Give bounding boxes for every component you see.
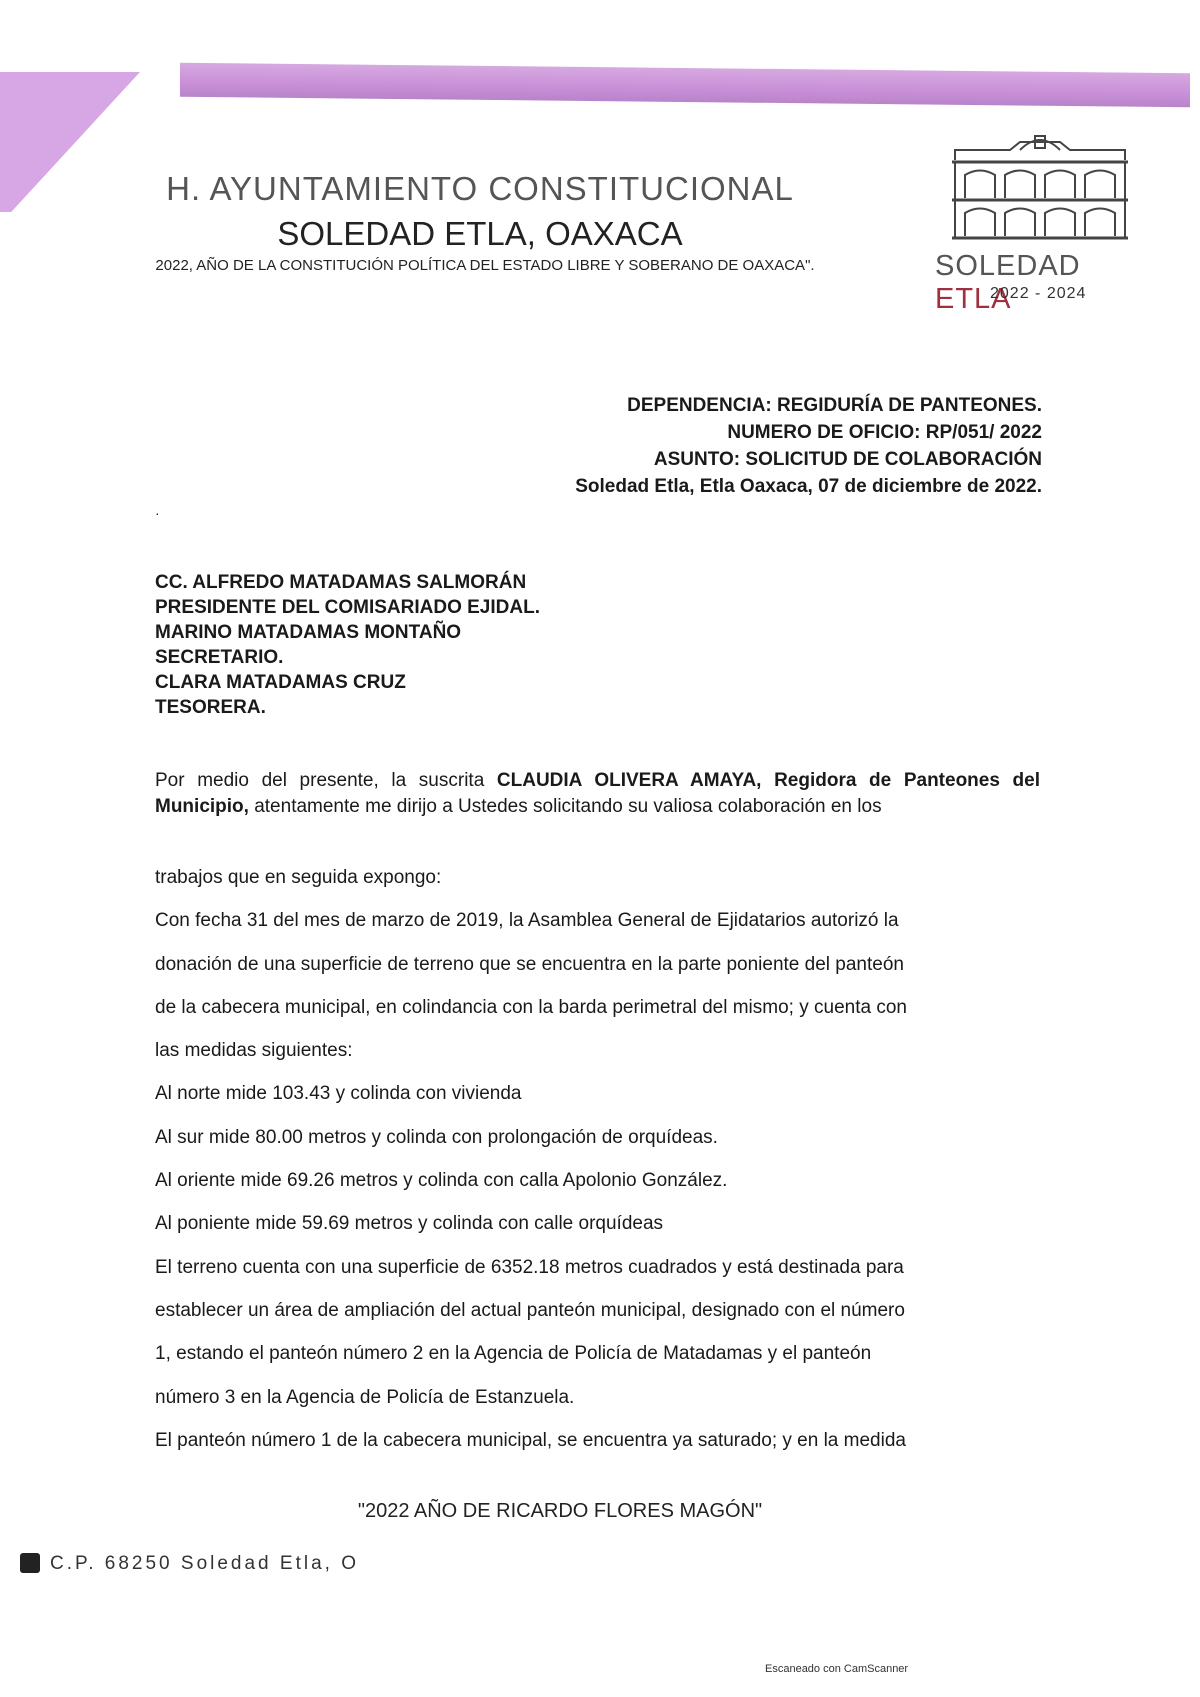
- intro-paragraph: [155, 768, 1040, 820]
- municipal-logo: [935, 130, 1135, 315]
- intro-text: Por medio del presente, la suscrita: [155, 770, 497, 791]
- footer-address: [20, 1553, 359, 1574]
- location-icon: [20, 1553, 40, 1573]
- document-metadata: [575, 392, 1042, 500]
- stray-mark: ·: [155, 505, 160, 521]
- body-line: Al norte mide 103.43 y colinda con vivienda: [155, 1083, 522, 1105]
- logo-years: 2022 - 2024: [990, 285, 1087, 302]
- body-line: Al oriente mide 69.26 metros y colinda con calla Apolonio González.: [155, 1170, 728, 1192]
- recipients: [155, 570, 540, 720]
- recipient-line: MARINO MATADAMAS MONTAÑO: [155, 622, 462, 643]
- body-line: de la cabecera municipal, en colindancia con la barda perimetral del mismo; y cuenta con: [155, 996, 907, 1018]
- footer-motto: "2022 AÑO DE RICARDO FLORES MAGÓN": [357, 1500, 763, 1522]
- logo-name-b: ETLA: [935, 283, 1012, 315]
- intro-text-end: atentamente me dirijo a Ustedes solicitando su valiosa colaboración en los: [248, 796, 882, 817]
- body-line: El terreno cuenta con una superficie de 6352.18 metros cuadrados y está destinada para: [155, 1256, 904, 1278]
- date-place: Soledad Etla, Etla Oaxaca, 07 de diciembre de 2022.: [575, 476, 1042, 497]
- oficio-number: NUMERO DE OFICIO: RP/051/ 2022: [727, 422, 1042, 443]
- header-title: H. AYUNTAMIENTO CONSTITUCIONAL: [166, 170, 794, 207]
- body-line: Al sur mide 80.00 metros y colinda con prolongación de orquídeas.: [155, 1126, 718, 1148]
- body-line: trabajos que en seguida expongo:: [155, 867, 442, 888]
- body-line: número 3 en la Agencia de Policía de Estanzuela.: [155, 1386, 575, 1408]
- body-line: Con fecha 31 del mes de marzo de 2019, la Asamblea General de Ejidatarios autorizó la: [155, 910, 899, 932]
- letter-body: [155, 865, 1055, 1471]
- recipient-line: SECRETARIO.: [155, 647, 284, 668]
- recipient-line: CC. ALFREDO MATADAMAS SALMORÁN: [155, 572, 527, 593]
- footer-address-text: C.P. 68250 Soledad Etla, O: [50, 1553, 359, 1574]
- body-line: establecer un área de ampliación del actual panteón municipal, designado con el número: [155, 1299, 905, 1321]
- header-slogan: 2022, AÑO DE LA CONSTITUCIÓN POLÍTICA DEL ESTADO LIBRE Y SOBERANO DE OAXACA".: [155, 257, 815, 274]
- recipient-line: CLARA MATADAMAS CRUZ: [155, 672, 406, 693]
- body-line: El panteón número 1 de la cabecera municipal, se encuentra ya saturado; y en la medida: [155, 1429, 906, 1451]
- logo-name: [935, 250, 1160, 316]
- recipient-line: PRESIDENTE DEL COMISARIADO EJIDAL.: [155, 597, 540, 618]
- body-line: 1, estando el panteón número 2 en la Agencia de Policía de Matadamas y el panteón: [155, 1343, 872, 1365]
- scanner-watermark: Escaneado con CamScanner: [765, 1663, 909, 1675]
- body-line: Al poniente mide 59.69 metros y colinda con calle orquídeas: [155, 1213, 664, 1235]
- asunto: ASUNTO: SOLICITUD DE COLABORACIÓN: [653, 449, 1042, 470]
- recipient-line: TESORERA.: [155, 697, 266, 718]
- letterhead-band: [180, 63, 1190, 108]
- dependencia: DEPENDENCIA: REGIDURÍA DE PANTEONES.: [627, 395, 1042, 416]
- letterhead-band-left: [0, 72, 140, 212]
- intro-signer: CLAUDIA OLIVERA AMAYA, Regidora de Panteones del Municipio,: [155, 770, 1041, 817]
- body-line: donación de una superficie de terreno que se encuentra en la parte poniente del panteón: [155, 953, 904, 975]
- town-hall-icon: [950, 130, 1130, 250]
- logo-name-a: SOLEDAD: [935, 250, 1081, 282]
- body-line: las medidas siguientes:: [155, 1040, 353, 1062]
- header-municipality: SOLEDAD ETLA, OAXACA: [277, 215, 683, 252]
